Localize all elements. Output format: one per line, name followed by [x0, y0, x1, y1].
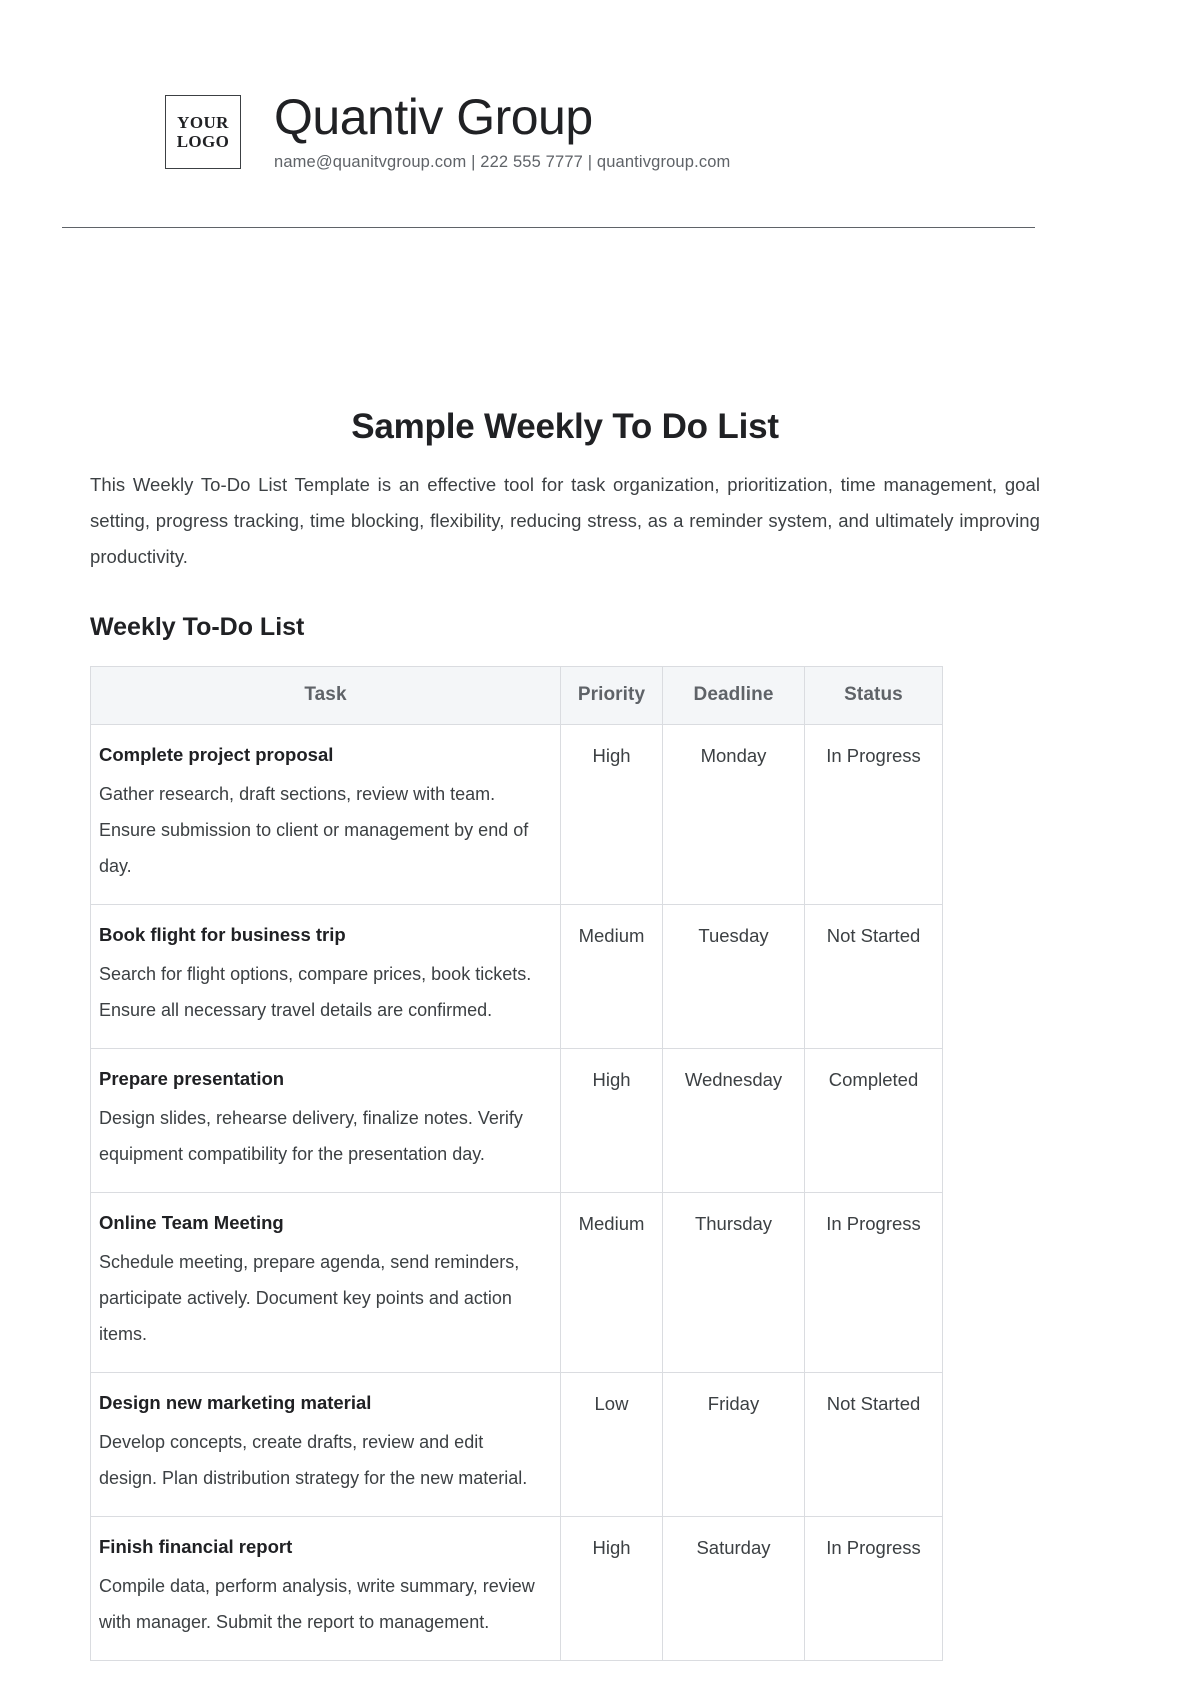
- logo-line-1: YOUR: [177, 113, 229, 132]
- priority-cell: Low: [561, 1373, 663, 1517]
- task-description: Develop concepts, create drafts, review and edit design. Plan distribution strategy for the new material.: [99, 1432, 528, 1488]
- task-description: Compile data, perform analysis, write summary, review with manager. Submit the report to management.: [99, 1576, 535, 1632]
- task-cell: [91, 1193, 561, 1373]
- deadline-cell: Wednesday: [663, 1049, 805, 1193]
- task-cell: [91, 1373, 561, 1517]
- task-title: Prepare presentation: [99, 1068, 285, 1089]
- column-header-status: Status: [805, 667, 943, 725]
- table-row: [91, 1373, 943, 1517]
- status-cell: Completed: [805, 1049, 943, 1193]
- priority-cell: High: [561, 1049, 663, 1193]
- brand-block: [274, 88, 730, 173]
- task-cell: [91, 905, 561, 1049]
- task-title: Online Team Meeting: [99, 1212, 284, 1233]
- table-row: [91, 725, 943, 905]
- priority-cell: Medium: [561, 905, 663, 1049]
- deadline-cell: Thursday: [663, 1193, 805, 1373]
- task-title: Design new marketing material: [99, 1392, 372, 1413]
- column-header-priority: Priority: [561, 667, 663, 725]
- table-header-row: [91, 667, 943, 725]
- deadline-cell: Tuesday: [663, 905, 805, 1049]
- task-description: Gather research, draft sections, review with team. Ensure submission to client or management by end of day.: [99, 784, 529, 876]
- column-header-deadline: Deadline: [663, 667, 805, 725]
- deadline-cell: Friday: [663, 1373, 805, 1517]
- task-description: Design slides, rehearse delivery, finalize notes. Verify equipment compatibility for the presentation day.: [99, 1108, 523, 1164]
- priority-cell: Medium: [561, 1193, 663, 1373]
- page-title: Sample Weekly To Do List: [351, 407, 779, 446]
- task-description: Search for flight options, compare prices, book tickets. Ensure all necessary travel details are confirmed.: [99, 964, 532, 1020]
- logo-line-2: LOGO: [176, 132, 230, 151]
- status-cell: Not Started: [805, 1373, 943, 1517]
- letterhead: [0, 0, 1200, 173]
- company-name: Quantiv Group: [274, 89, 593, 145]
- deadline-cell: Monday: [663, 725, 805, 905]
- task-description: Schedule meeting, prepare agenda, send reminders, participate actively. Document key points and action items.: [99, 1252, 520, 1344]
- task-title: Complete project proposal: [99, 744, 334, 765]
- task-cell: [91, 725, 561, 905]
- status-cell: Not Started: [805, 905, 943, 1049]
- task-title: Book flight for business trip: [99, 924, 346, 945]
- table-row: [91, 1049, 943, 1193]
- priority-cell: High: [561, 725, 663, 905]
- section-heading: Weekly To-Do List: [90, 613, 305, 641]
- company-contact: name@quanitvgroup.com | 222 555 7777 | quantivgroup.com: [274, 153, 731, 171]
- task-cell: [91, 1517, 561, 1661]
- header-divider: [62, 227, 1035, 228]
- table-row: [91, 905, 943, 1049]
- todo-table: [90, 666, 943, 1661]
- table-row: [91, 1517, 943, 1661]
- table-row: [91, 1193, 943, 1373]
- task-cell: [91, 1049, 561, 1193]
- status-cell: In Progress: [805, 1517, 943, 1661]
- priority-cell: High: [561, 1517, 663, 1661]
- status-cell: In Progress: [805, 1193, 943, 1373]
- status-cell: In Progress: [805, 725, 943, 905]
- column-header-task: Task: [91, 667, 561, 725]
- deadline-cell: Saturday: [663, 1517, 805, 1661]
- logo-placeholder: [165, 95, 241, 169]
- document-body: [0, 406, 1200, 1661]
- task-title: Finish financial report: [99, 1536, 293, 1557]
- intro-paragraph: This Weekly To-Do List Template is an effective tool for task organization, prioritization, time management, goal setting, progress tracking, time blocking, flexibility, reducing stress, as a reminder system, and ultimately improving productivity.: [90, 474, 1040, 567]
